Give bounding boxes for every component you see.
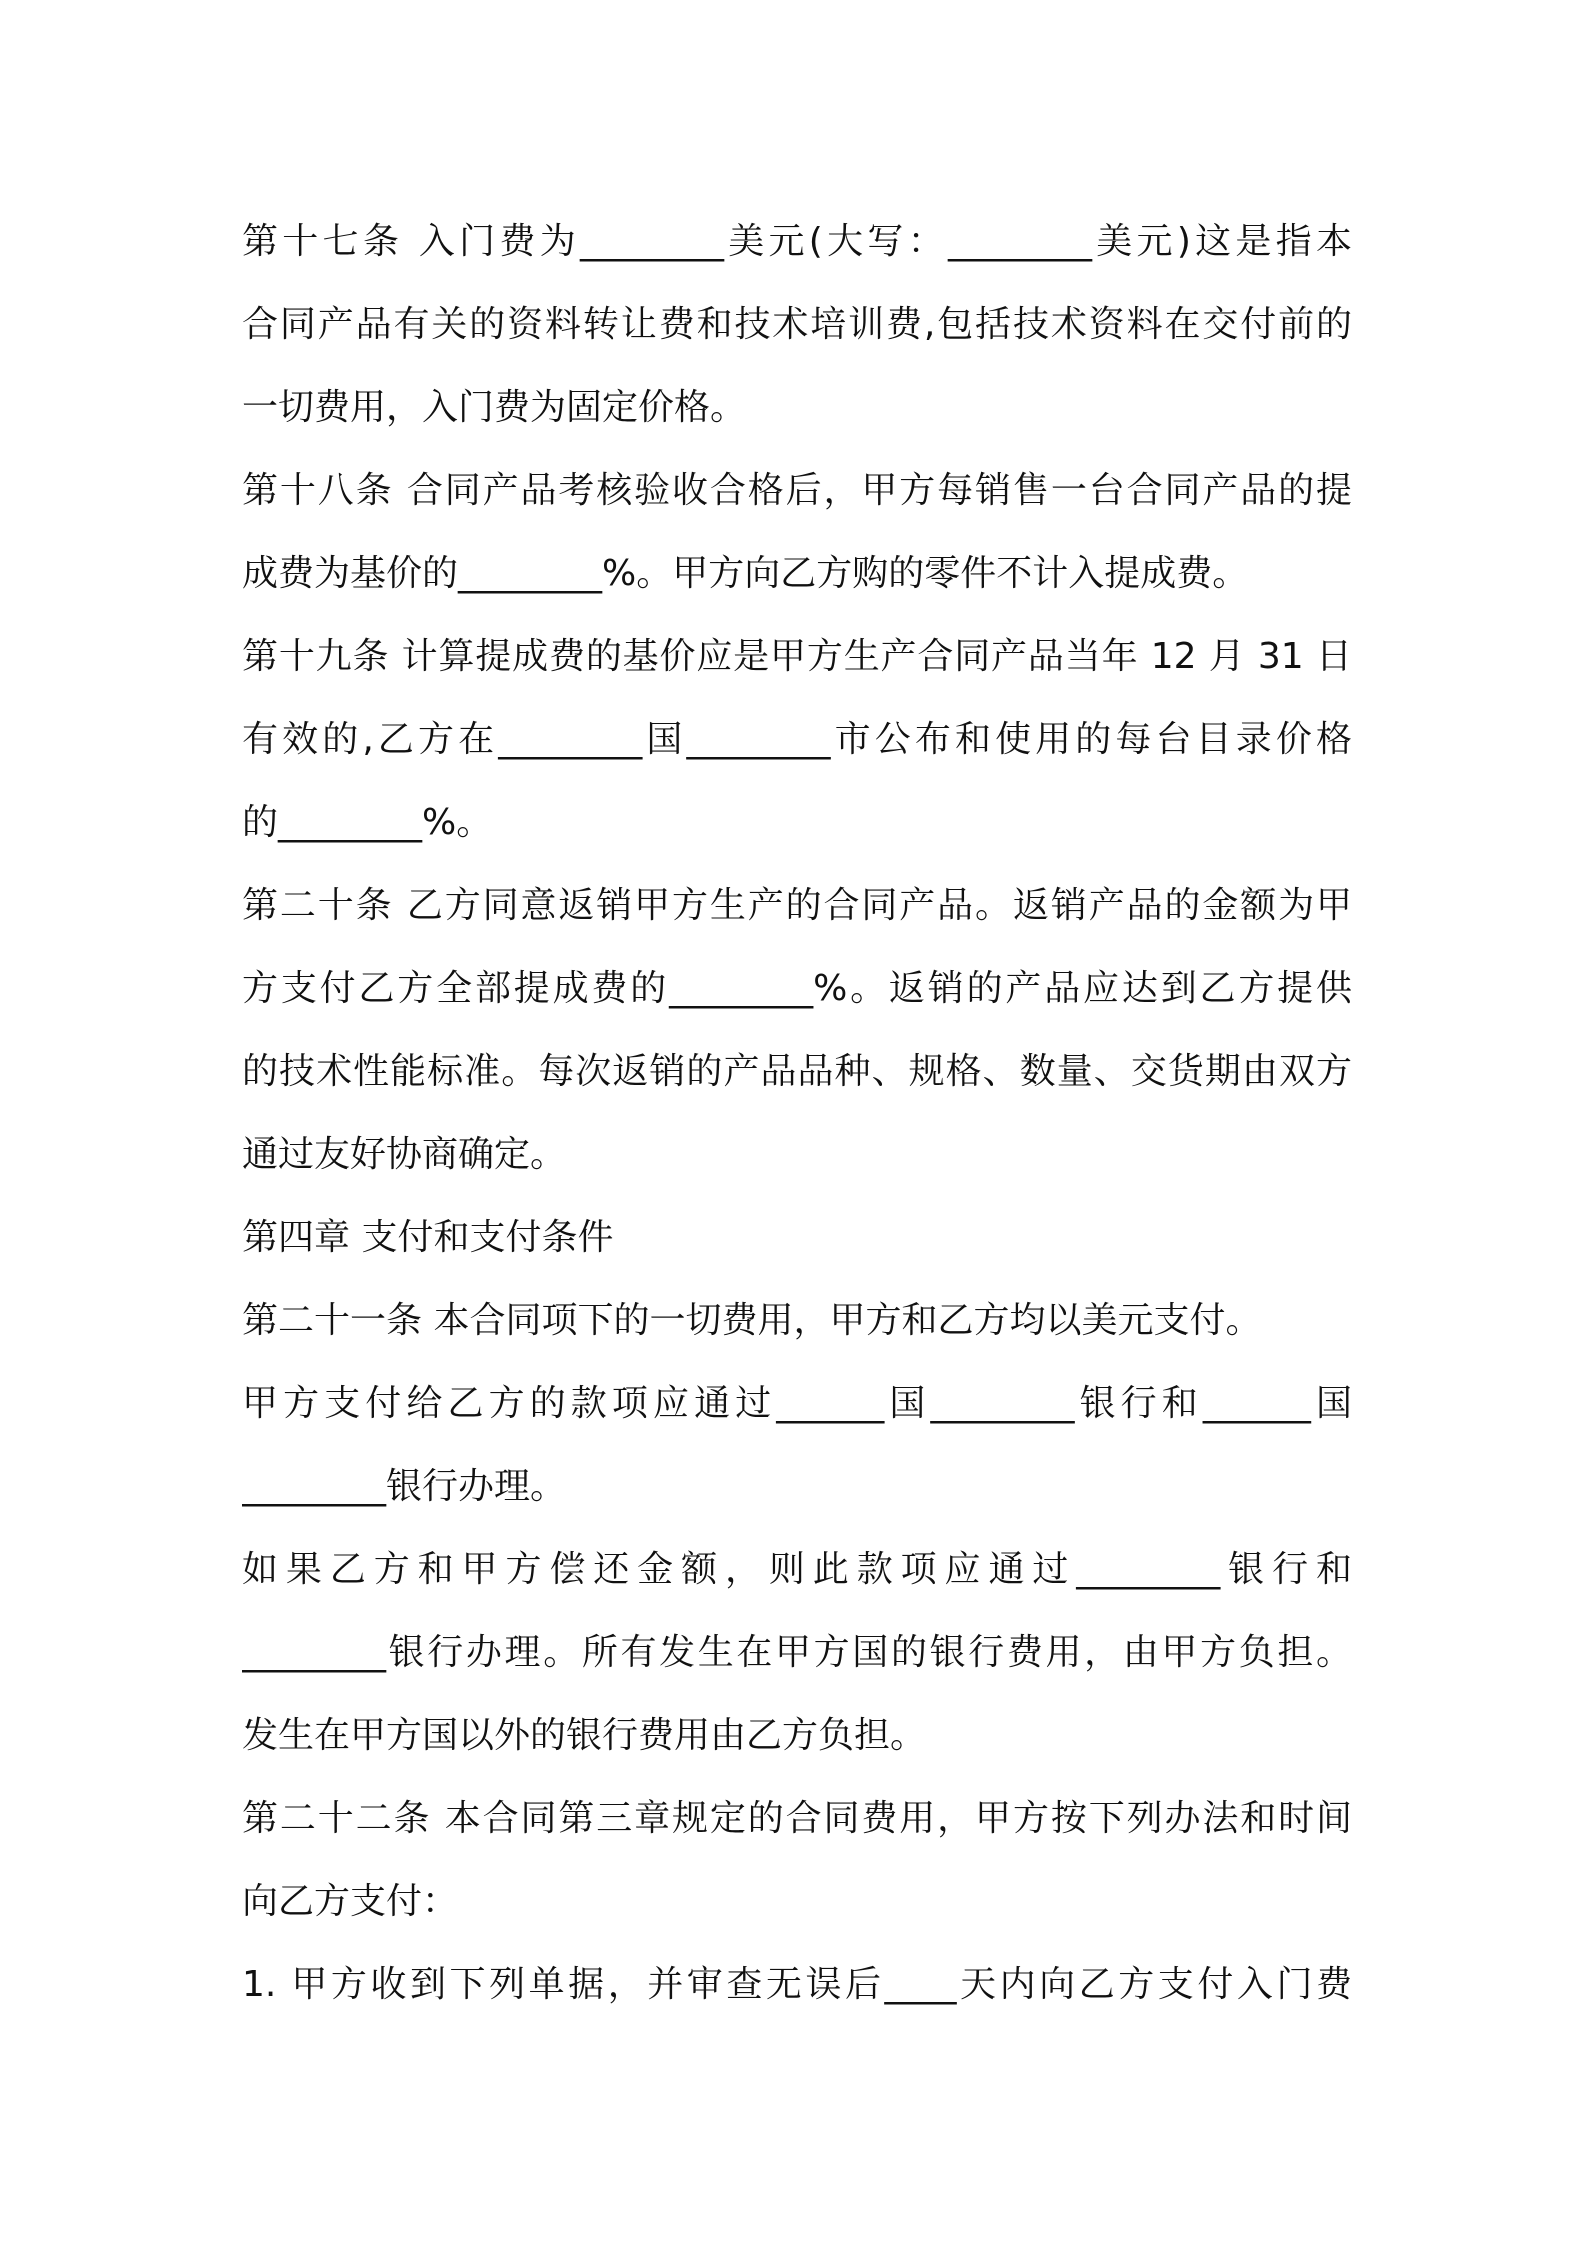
line-article-17-end: 一切费用，入门费为固定价格。 bbox=[242, 387, 747, 428]
line-repayment-start: 如果乙方和甲方偿还金额，则此款项应通过________银行和 bbox=[242, 1549, 1352, 1590]
line-article-21: 第二十一条 本合同项下的一切费用，甲方和乙方均以美元支付。 bbox=[242, 1300, 1262, 1341]
line-payment-bank-start: 甲方支付给乙方的款项应通过______国________银行和______国 bbox=[242, 1383, 1352, 1424]
line-article-19-start: 第十九条 计算提成费的基价应是甲方生产合同产品当年 12 月 31 日 bbox=[242, 636, 1352, 677]
line-article-19-cont: 有效的,乙方在________国________市公布和使用的每台目录价格 bbox=[242, 719, 1352, 760]
line-article-20-start: 第二十条 乙方同意返销甲方生产的合同产品。返销产品的金额为甲 bbox=[242, 885, 1352, 926]
line-article-17-cont: 合同产品有关的资料转让费和技术培训费,包括技术资料在交付前的 bbox=[242, 304, 1352, 345]
chapter-4-heading: 第四章 支付和支付条件 bbox=[242, 1217, 614, 1258]
line-article-18-start: 第十八条 合同产品考核验收合格后，甲方每销售一台合同产品的提 bbox=[242, 470, 1352, 511]
line-payment-bank-end: ________银行办理。 bbox=[242, 1466, 567, 1507]
line-item-1: 1. 甲方收到下列单据，并审查无误后____天内向乙方支付入门费 bbox=[242, 1964, 1352, 2005]
line-article-19-end: 的________%。 bbox=[242, 802, 493, 843]
line-article-18-end: 成费为基价的________%。甲方向乙方购的零件不计入提成费。 bbox=[242, 553, 1249, 594]
line-article-20-cont: 方支付乙方全部提成费的________%。返销的产品应达到乙方提供 bbox=[242, 968, 1352, 1009]
line-repayment-end: 发生在甲方国以外的银行费用由乙方负担。 bbox=[242, 1715, 927, 1756]
line-article-17-start: 第十七条 入门费为________美元(大写：________美元)这是指本 bbox=[242, 221, 1352, 262]
document-body bbox=[242, 200, 1352, 2026]
line-article-22-start: 第二十二条 本合同第三章规定的合同费用，甲方按下列办法和时间 bbox=[242, 1798, 1352, 1839]
line-article-20-cont2: 的技术性能标准。每次返销的产品品种、规格、数量、交货期由双方 bbox=[242, 1051, 1352, 1092]
line-article-20-end: 通过友好协商确定。 bbox=[242, 1134, 567, 1175]
line-repayment-cont: ________银行办理。所有发生在甲方国的银行费用，由甲方负担。 bbox=[242, 1632, 1352, 1673]
line-article-22-end: 向乙方支付： bbox=[242, 1881, 459, 1922]
